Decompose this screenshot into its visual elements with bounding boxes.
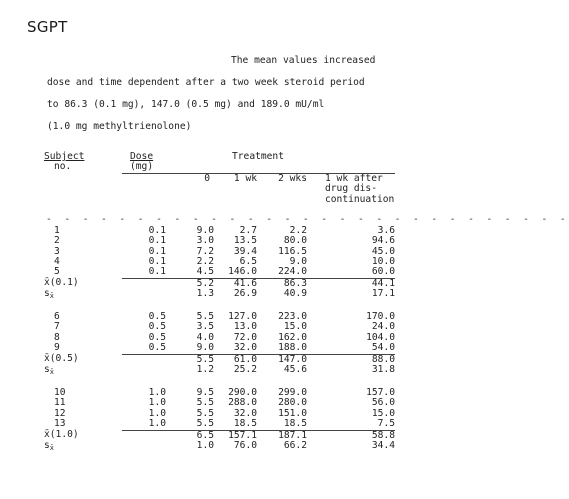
table-row [44, 322, 395, 332]
mean-label: x̄(0.1) [44, 277, 79, 289]
value-after: 104.0 [366, 331, 395, 343]
sd-value: 66.2 [283, 439, 307, 451]
value-0: 5.5 [196, 407, 214, 419]
value-2wks: 116.5 [278, 245, 307, 257]
table-row [44, 236, 395, 246]
mean-value: 187.1 [278, 429, 307, 441]
dose-value: 0.5 [148, 321, 166, 333]
dose-subheader: (mg) [130, 161, 154, 173]
value-2wks: 188.0 [257, 343, 307, 354]
table-row [44, 333, 395, 343]
treatment-header: Treatment [232, 151, 284, 162]
col-2wks-header: 2 wks [278, 172, 307, 184]
value-1wk: 13.5 [233, 235, 257, 247]
value-after: 60.0 [307, 267, 395, 278]
sd-label [44, 441, 122, 453]
value-1wk: 32.0 [233, 407, 257, 419]
value-0: 3.5 [196, 321, 214, 333]
subject-no: 5 [54, 266, 60, 278]
value-0: 2.2 [196, 256, 214, 268]
subject-no: 13 [54, 418, 66, 430]
value-after: 56.0 [371, 397, 395, 409]
dose-value: 0.1 [148, 256, 166, 268]
value-0: 5.5 [196, 397, 214, 409]
dose-value: 1.0 [148, 407, 166, 419]
value-after: 45.0 [371, 245, 395, 257]
value-2wks: 223.0 [278, 311, 307, 323]
mean-value: 86.3 [283, 277, 307, 289]
sd-value: 1.2 [196, 364, 214, 376]
table-row [44, 409, 395, 419]
value-after: 94.6 [371, 235, 395, 247]
value-2wks: 9.0 [289, 256, 307, 268]
col-0-header: 0 [204, 172, 210, 184]
value-after: 157.0 [366, 386, 395, 398]
mean-value: 61.0 [233, 353, 257, 365]
value-after: 10.0 [371, 256, 395, 268]
value-1wk: 288.0 [228, 397, 257, 409]
value-2wks: 280.0 [278, 397, 307, 409]
mean-value: 5.5 [196, 353, 214, 365]
table-row [44, 388, 395, 398]
sgpt-table [44, 151, 569, 453]
mean-value: 5.2 [196, 277, 214, 289]
dose-value: 0.1 [148, 235, 166, 247]
mean-label: x̄(0.5) [44, 353, 79, 365]
subject-no: 4 [54, 256, 60, 268]
sd-value: 31.8 [371, 364, 395, 376]
mean-row [44, 278, 395, 289]
value-2wks: 299.0 [278, 386, 307, 398]
value-2wks: 162.0 [278, 331, 307, 343]
sd-symbol: s [44, 439, 50, 451]
value-2wks: 224.0 [257, 267, 307, 278]
value-2wks: 151.0 [278, 407, 307, 419]
value-0: 5.5 [196, 311, 214, 323]
dose-value: 1.0 [122, 419, 166, 430]
sd-value: 1.3 [196, 288, 214, 300]
value-0: 9.5 [196, 386, 214, 398]
subject-no: 12 [54, 407, 66, 419]
subject-no: 9 [54, 342, 60, 354]
table-row [44, 312, 395, 322]
subject-header: Subject [44, 151, 85, 162]
value-1wk: 146.0 [214, 267, 257, 278]
mean-row [44, 430, 395, 441]
value-0: 3.0 [196, 235, 214, 247]
sd-row [44, 441, 395, 453]
value-after: 7.5 [307, 419, 395, 430]
dose-value: 0.1 [122, 267, 166, 278]
mean-value: 147.0 [278, 353, 307, 365]
table-row [44, 419, 395, 430]
sd-label [44, 289, 122, 301]
value-0: 5.5 [166, 419, 214, 430]
page-heading: SGPT [27, 18, 68, 36]
sd-value: 76.0 [233, 439, 257, 451]
value-after: 24.0 [371, 321, 395, 333]
value-1wk: 13.0 [233, 321, 257, 333]
sd-value: 34.4 [371, 439, 395, 451]
value-after: 3.6 [377, 224, 395, 236]
value-0: 9.0 [196, 224, 214, 236]
value-1wk: 6.5 [239, 256, 257, 268]
dose-value: 0.5 [122, 343, 166, 354]
value-0: 7.2 [196, 245, 214, 257]
value-1wk: 72.0 [233, 331, 257, 343]
paragraph-line: dose and time dependent after a two week steroid period [47, 77, 365, 88]
sd-value: 17.1 [371, 288, 395, 300]
table-row [44, 267, 395, 278]
value-after: 15.0 [371, 407, 395, 419]
dose-header: Dose [130, 151, 154, 162]
value-1wk: 18.5 [214, 419, 257, 430]
subject-no: 1 [54, 224, 60, 236]
sd-subscript: x̄ [49, 292, 54, 301]
table-row [44, 398, 395, 408]
subject-no: 6 [54, 311, 60, 323]
value-1wk: 2.7 [239, 224, 257, 236]
col-after-header-3: continuation [325, 193, 395, 205]
summary-paragraph [47, 50, 397, 138]
sd-subscript: x̄ [49, 368, 54, 377]
value-0: 4.0 [196, 331, 214, 343]
dose-value: 0.1 [148, 224, 166, 236]
value-1wk: 290.0 [228, 386, 257, 398]
value-2wks: 80.0 [283, 235, 307, 247]
value-2wks: 15.0 [283, 321, 307, 333]
table-row [44, 343, 395, 354]
dose-value: 0.1 [148, 245, 166, 257]
value-2wks: 2.2 [289, 224, 307, 236]
dose-value: 1.0 [148, 397, 166, 409]
sd-row [44, 365, 395, 377]
col-after-header-1: 1 wk after [325, 172, 383, 184]
value-0: 9.0 [166, 343, 214, 354]
sd-value: 26.9 [233, 288, 257, 300]
subject-no: 8 [54, 331, 60, 343]
mean-value: 41.6 [233, 277, 257, 289]
mean-row [44, 354, 395, 365]
value-2wks: 18.5 [257, 419, 307, 430]
sd-symbol: s [44, 364, 50, 376]
subject-no: 7 [54, 321, 60, 333]
sd-label [44, 365, 122, 377]
subject-no: 11 [54, 397, 66, 409]
table-row [44, 247, 395, 257]
paragraph-line: (1.0 mg methyltrienolone) [47, 121, 192, 132]
sd-value: 1.0 [196, 439, 214, 451]
table-row [44, 257, 395, 267]
subject-no: 2 [54, 235, 60, 247]
dose-value: 1.0 [148, 386, 166, 398]
subject-no: 10 [54, 386, 66, 398]
subject-no: 3 [54, 245, 60, 257]
mean-value: 88.0 [371, 353, 395, 365]
paragraph-line: to 86.3 (0.1 mg), 147.0 (0.5 mg) and 189.0 mU/ml [47, 99, 325, 110]
sd-symbol: s [44, 288, 50, 300]
col-after-header-2: drug dis- [325, 183, 377, 195]
dose-value: 0.5 [148, 311, 166, 323]
dose-value: 0.5 [148, 331, 166, 343]
table-row [44, 226, 395, 236]
value-1wk: 32.0 [214, 343, 257, 354]
sd-row [44, 289, 395, 301]
paragraph-line: The mean values increased [231, 55, 376, 66]
sd-value: 40.9 [283, 288, 307, 300]
value-after: 170.0 [366, 311, 395, 323]
sd-value: 25.2 [233, 364, 257, 376]
sd-subscript: x̄ [49, 443, 54, 452]
mean-value: 58.8 [371, 429, 395, 441]
mean-value: 157.1 [228, 429, 257, 441]
mean-label: x̄(1.0) [44, 429, 79, 440]
col-1wk-header: 1 wk [233, 172, 257, 184]
subject-subheader: no. [54, 161, 72, 173]
sd-value: 45.6 [283, 364, 307, 376]
value-1wk: 127.0 [228, 311, 257, 323]
mean-value: 44.1 [371, 277, 395, 289]
value-1wk: 39.4 [233, 245, 257, 257]
value-0: 4.5 [166, 267, 214, 278]
mean-value: 6.5 [196, 429, 214, 441]
value-after: 54.0 [307, 343, 395, 354]
table-divider: - - - - - - - - - - - - - - - - - - - - - - - - - - - - - [46, 214, 569, 225]
